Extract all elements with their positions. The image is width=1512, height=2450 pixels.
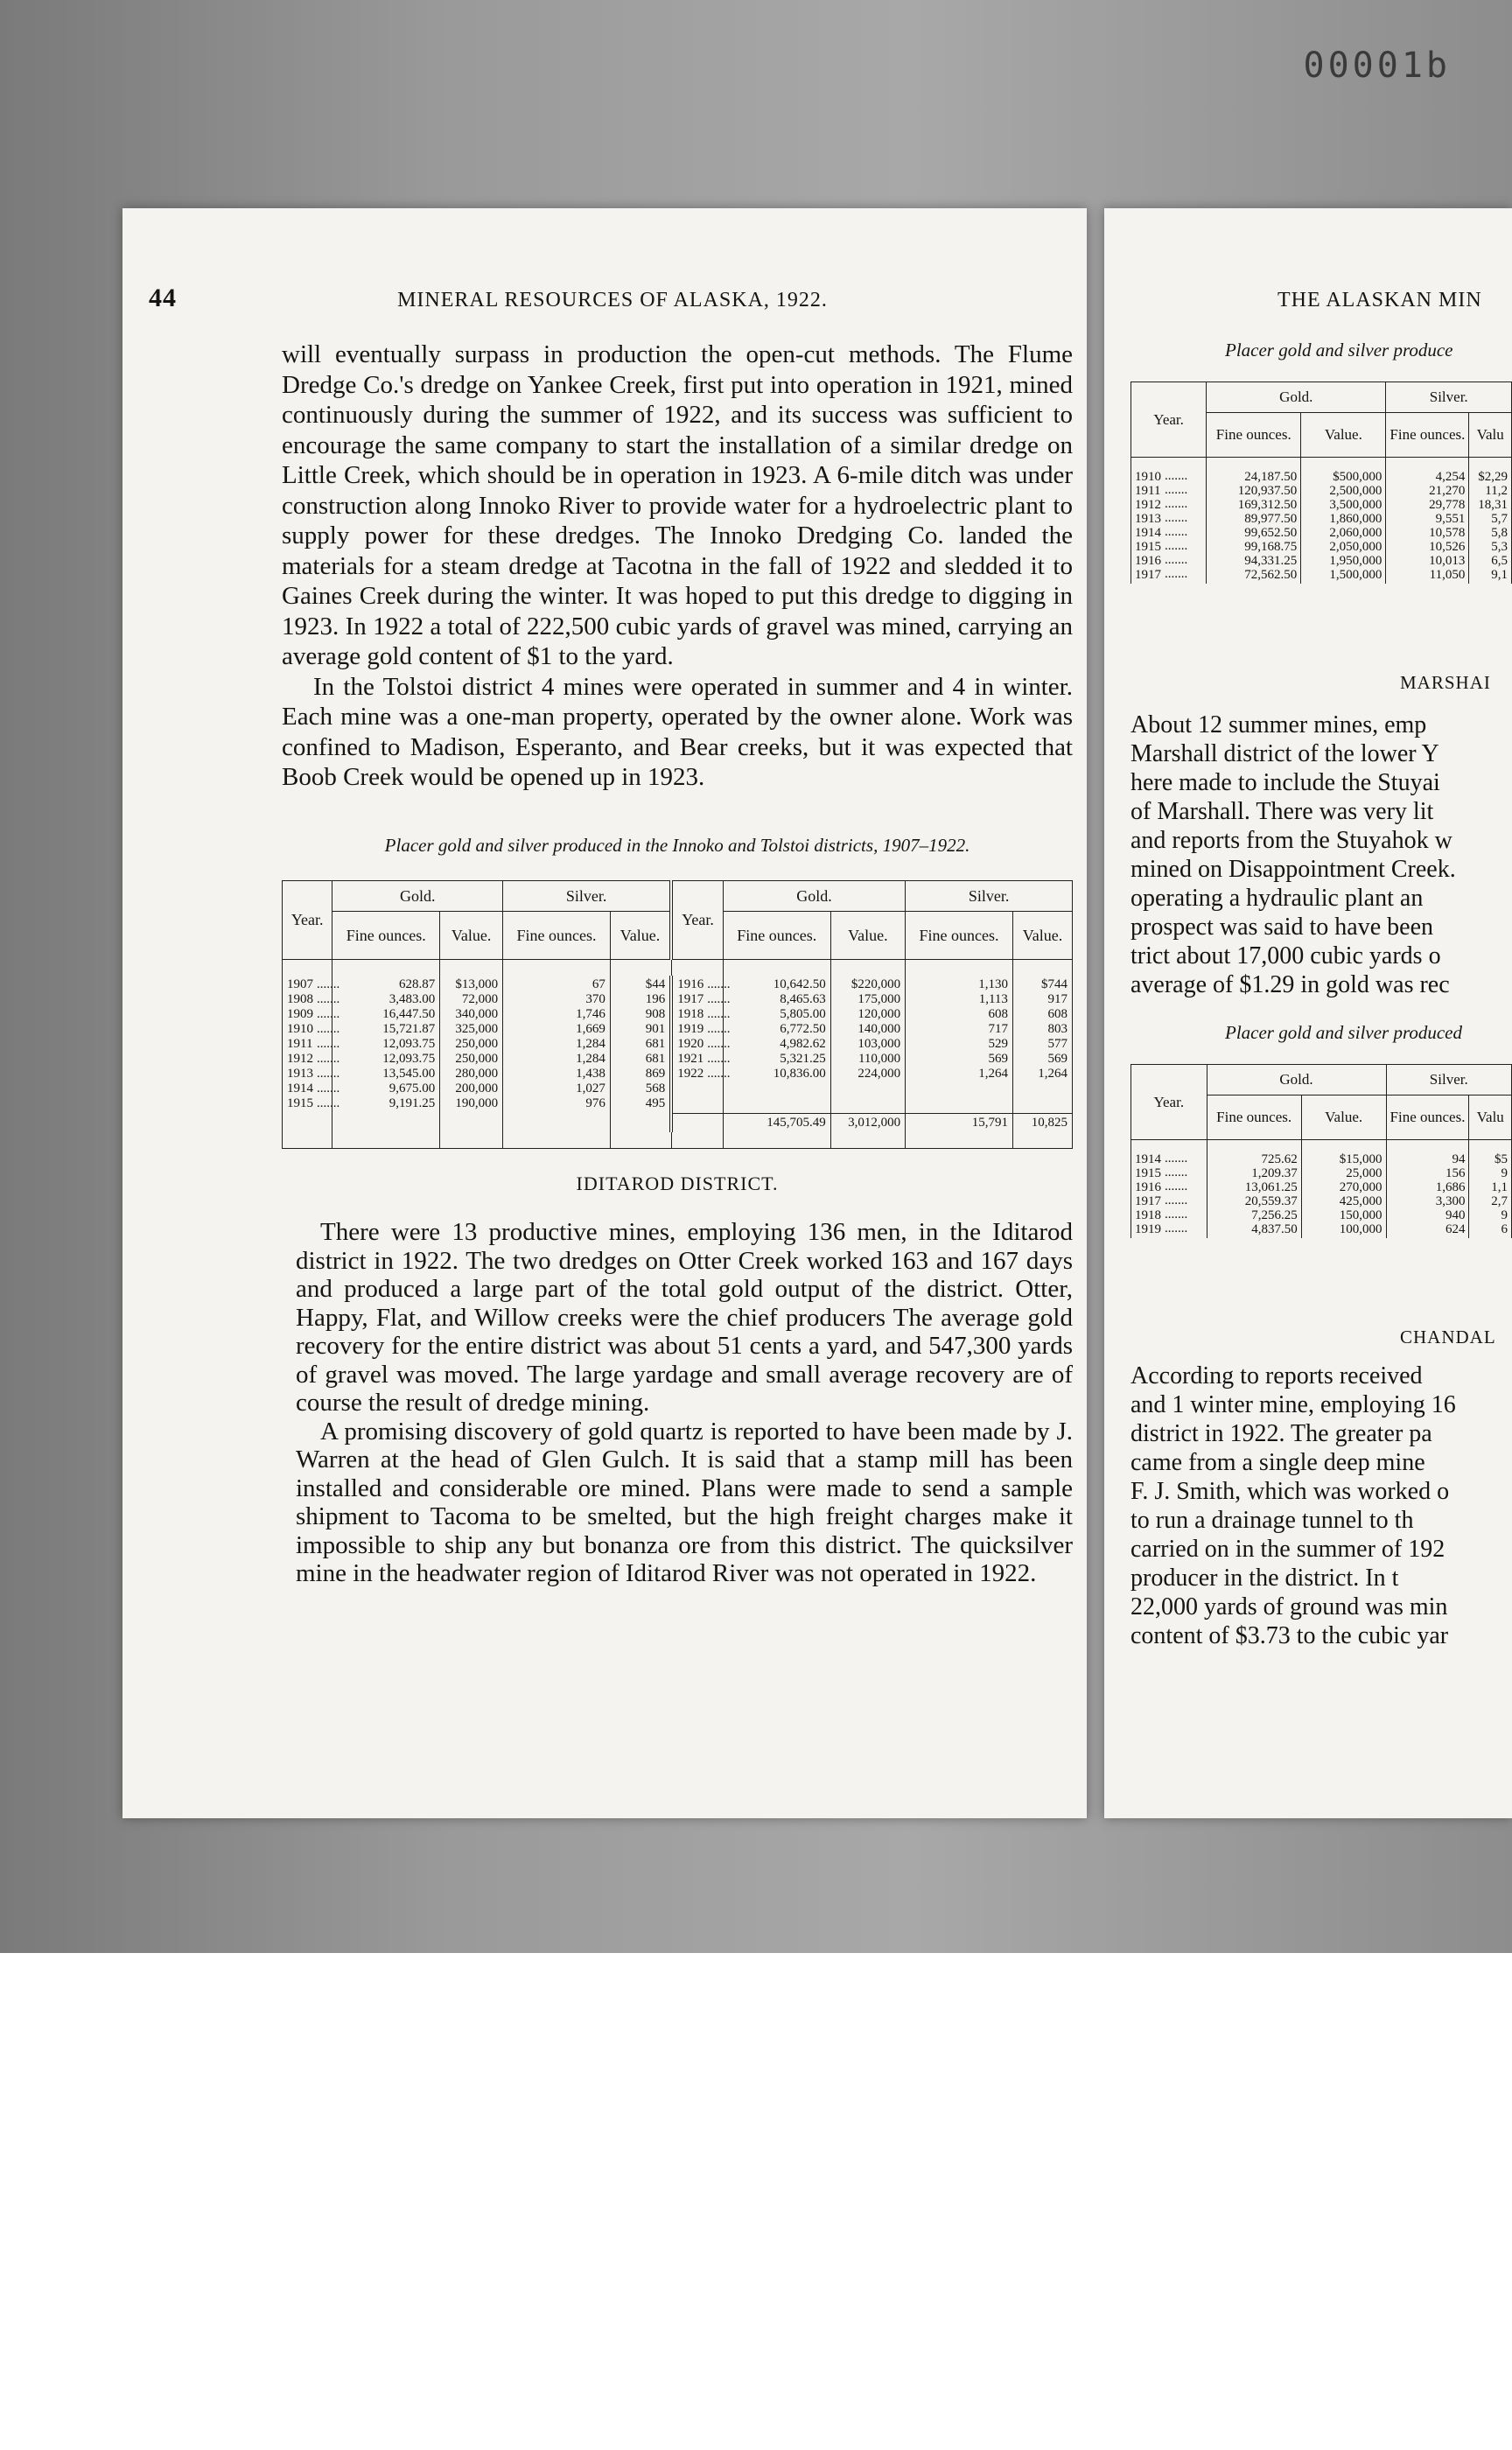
cell-value: 681 <box>645 1037 666 1051</box>
cell-value: 120,000 <box>858 1007 901 1021</box>
cell-value: 1,669 <box>576 1022 606 1036</box>
gold-ounces-column <box>1207 1140 1301 1239</box>
cell-value: 99,652.50 <box>1244 526 1298 540</box>
table-row <box>1131 1140 1512 1239</box>
cell-value: 110,000 <box>858 1052 901 1066</box>
col-fine-ounces: Fine ounces. <box>723 912 830 960</box>
col-fine-ounces: Fine ounces. <box>906 912 1013 960</box>
cell-value: 1,113 <box>978 992 1008 1006</box>
table-caption: Placer gold and silver produced in the Innoko and Tolstoi districts, 1907–1922. <box>384 835 970 856</box>
cell-value: 1909 <box>287 1007 313 1021</box>
total-silver-ounces: 15,791 <box>906 1113 1013 1132</box>
text-line: According to reports received <box>1130 1362 1423 1390</box>
right-table-caption: Placer gold and silver produce <box>1225 340 1453 360</box>
col-gold: Gold. <box>1207 382 1386 413</box>
total-gold-value: 3,012,000 <box>830 1113 905 1132</box>
cell-value: 1914 <box>1135 1152 1161 1166</box>
running-head: MINERAL RESOURCES OF ALASKA, 1922. <box>397 289 828 312</box>
cell-value: 9,675.00 <box>388 1082 436 1096</box>
gold-value-column <box>1301 1140 1386 1239</box>
text-line: 22,000 yards of ground was min <box>1130 1593 1448 1620</box>
cell-value: 7,256.25 <box>1251 1208 1298 1222</box>
cell-value: 1914 <box>287 1082 313 1096</box>
cell-value: 803 <box>1047 1022 1068 1036</box>
col-year: Year. <box>671 881 723 960</box>
body-text-marshall <box>1130 710 1456 999</box>
col-value: Valu <box>1469 413 1512 458</box>
cell-value: 9 <box>1501 1166 1508 1180</box>
col-silver: Silver. <box>1386 382 1512 413</box>
gold-value-column <box>1301 458 1386 584</box>
cell-value: 190,000 <box>455 1096 499 1110</box>
col-value: Value. <box>830 912 905 960</box>
text-line: F. J. Smith, which was worked o <box>1130 1478 1450 1505</box>
cell-value: $500,000 <box>1333 470 1382 484</box>
cell-value: $15,000 <box>1339 1152 1382 1166</box>
gold-ounces-column <box>1207 458 1301 584</box>
paragraph: will eventually surpass in production the open-cut methods. The Flume Dredge Co.'s dredge on Yankee Creek, first put into operation in 1921, mined continuously during the summer of 1922, and its success was sufficient to encourage the same company to start the installation of a similar dredge on Little Creek, which should be in operation in 1923. A 6-mile ditch was under construction along Innoko River to provide water for a hydroelectric plant to supply power for these dredges. The Innoko Dredging Co. landed the materials for a steam dredge at Tacotna in the fall of 1922 and sledded it to Gaines Creek during the winter. It was hoped to put this dredge to digging in 1923. In 1922 a total of 222,500 cubic yards of gravel was mined, carrying an average gold content of $1 to the yard. <box>282 340 1073 670</box>
cell-value: 569 <box>1047 1052 1068 1066</box>
cell-value: 976 <box>585 1096 606 1110</box>
page-number: 44 <box>149 284 177 312</box>
body-text-iditarod <box>296 1218 1073 1588</box>
cell-value: 4,254 <box>1435 470 1466 484</box>
cell-value: 1915 <box>1135 1166 1161 1180</box>
cell-value: 2,060,000 <box>1329 526 1382 540</box>
cell-value: 1914 <box>1135 526 1161 540</box>
cell-value: 99,168.75 <box>1244 540 1298 554</box>
cell-value: 529 <box>988 1037 1008 1051</box>
text-line: content of $3.73 to the cubic yar <box>1130 1622 1449 1649</box>
cell-value: 1912 <box>287 1052 313 1066</box>
text-line: operating a hydraulic plant an <box>1130 885 1424 912</box>
text-line: district in 1922. The greater pa <box>1130 1420 1432 1447</box>
cell-value: 2,7 <box>1491 1194 1508 1208</box>
cell-value: 196 <box>645 992 666 1006</box>
col-value: Value. <box>440 912 503 960</box>
section-title-iditarod: IDITAROD DISTRICT. <box>576 1172 779 1194</box>
col-silver: Silver. <box>503 881 672 912</box>
section-title-chandalar: CHANDAL <box>1400 1326 1496 1348</box>
col-year: Year. <box>283 881 332 960</box>
cell-value: 270,000 <box>1339 1180 1382 1194</box>
col-silver: Silver. <box>906 881 1073 912</box>
col-fine-ounces: Fine ounces. <box>1386 413 1469 458</box>
col-fine-ounces: Fine ounces. <box>1386 1096 1469 1140</box>
cell-value: 89,977.50 <box>1244 512 1298 526</box>
col-value: Valu <box>1469 1096 1512 1140</box>
cell-value: 67 <box>592 977 606 991</box>
year-column: 1916 ....... 1917 ....... 1918 ....... 1919 ....... 1920 ....... 1921 ....... 1922 ....... <box>671 976 723 1113</box>
cell-value: 20,559.37 <box>1244 1194 1298 1208</box>
col-fine-ounces: Fine ounces. <box>332 912 440 960</box>
cell-value: 908 <box>645 1007 666 1021</box>
cell-value: 2,500,000 <box>1329 484 1382 498</box>
cell-value: 725.62 <box>1261 1152 1298 1166</box>
cell-value: 21,270 <box>1429 484 1466 498</box>
cell-value: 1,746 <box>576 1007 606 1021</box>
cell-value: 9,1 <box>1491 568 1508 582</box>
silver-value-column <box>1012 976 1072 1113</box>
cell-value: 12,093.75 <box>382 1037 436 1051</box>
cell-value: 5,8 <box>1491 526 1508 540</box>
paragraph: In the Tolstoi district 4 mines were operated in summer and 4 in winter. Each mine was a one-man property, operated by the owner alone. Work was confined to Madison, Esperanto, and Bear creeks, but it was expected that Boob Creek would be opened up in 1923. <box>282 672 1073 791</box>
cell-value: 568 <box>645 1082 666 1096</box>
cell-value: 169,312.50 <box>1237 498 1298 512</box>
cell-value: 1917 <box>1135 568 1161 582</box>
cell-value: $5 <box>1494 1152 1508 1166</box>
cell-value: 9 <box>1501 1208 1508 1222</box>
cell-value: 1911 <box>1135 484 1161 498</box>
cell-value: 3,300 <box>1435 1194 1466 1208</box>
cell-value: 5,805.00 <box>780 1007 826 1021</box>
text-line: here made to include the Stuyai <box>1130 769 1440 796</box>
cell-value: 1,209.37 <box>1251 1166 1298 1180</box>
cell-value: 140,000 <box>858 1022 901 1036</box>
cell-value: $220,000 <box>850 977 901 991</box>
cell-value: 280,000 <box>455 1067 499 1081</box>
cell-value: 103,000 <box>858 1037 901 1051</box>
cell-value: 1916 <box>1135 554 1161 568</box>
cell-value: $13,000 <box>455 977 499 991</box>
cell-value: 224,000 <box>858 1067 901 1081</box>
text-line: trict about 17,000 cubic yards o <box>1130 942 1441 970</box>
paragraph: A promising discovery of gold quartz is reported to have been made by J. Warren at the head of Glen Gulch. It is said that a stamp mill has been installed and considerable ore mined. Plans were made to send a sample shipment to Tacoma to be smelted, but the high freight charges make it impossible to ship any but bonanza ore from this district. The quicksilver mine in the headwater region of Iditarod River was not operated in 1922. <box>296 1417 1073 1587</box>
col-value: Value. <box>1012 912 1072 960</box>
table-row <box>283 976 1073 1113</box>
cell-value: 1919 <box>1135 1222 1161 1236</box>
cell-value: 1,950,000 <box>1329 554 1382 568</box>
cell-value: 917 <box>1047 992 1068 1006</box>
cell-value: 11,2 <box>1485 484 1508 498</box>
cell-value: 13,061.25 <box>1244 1180 1298 1194</box>
cell-value: 1922 <box>677 1067 704 1081</box>
text-line: mined on Disappointment Creek. <box>1130 856 1456 883</box>
col-year: Year. <box>1131 1065 1208 1140</box>
cell-value: 200,000 <box>455 1082 499 1096</box>
cell-value: 12,093.75 <box>382 1052 436 1066</box>
cell-value: 681 <box>645 1052 666 1066</box>
text-line: About 12 summer mines, emp <box>1130 711 1427 738</box>
col-fine-ounces: Fine ounces. <box>503 912 611 960</box>
cell-value: 16,447.50 <box>382 1007 436 1021</box>
paragraph: There were 13 productive mines, employing 136 men, in the Iditarod district in 1922. The two dredges on Otter Creek worked 163 and 167 days and produced a large part of the total gold output of the district. Otter, Happy, Flat, and Willow creeks were the chief producers The average gold recovery for the entire district was about 51 cents a yard, and 547,300 yards of gravel was moved. The large yardage and small average recovery are of course the result of dredge mining. <box>296 1218 1073 1417</box>
cell-value: 8,465.63 <box>780 992 826 1006</box>
right-running-head: THE ALASKAN MIN <box>1278 289 1482 312</box>
cell-value: 6,772.50 <box>780 1022 826 1036</box>
cell-value: 5,321.25 <box>780 1052 826 1066</box>
col-gold: Gold. <box>723 881 905 912</box>
col-fine-ounces: Fine ounces. <box>1207 413 1301 458</box>
cell-value: 1917 <box>1135 1194 1161 1208</box>
cell-value: 1,284 <box>576 1037 606 1051</box>
cell-value: 5,7 <box>1491 512 1508 526</box>
cell-value: 1920 <box>677 1037 704 1051</box>
col-value: Value. <box>610 912 671 960</box>
cell-value: 24,187.50 <box>1244 470 1298 484</box>
cell-value: 717 <box>988 1022 1008 1036</box>
gold-ounces-column <box>332 976 440 1113</box>
body-text-chandalar <box>1130 1362 1456 1650</box>
cell-value: 1917 <box>677 992 704 1006</box>
cell-value: 1907 <box>287 977 313 991</box>
gold-value-column <box>440 976 503 1113</box>
text-line: carried on in the summer of 192 <box>1130 1536 1446 1563</box>
cell-value: 325,000 <box>455 1022 499 1036</box>
total-gold-ounces: 145,705.49 <box>723 1113 830 1132</box>
year-column: 1910 ....... 1911 ....... 1912 ....... 1913 ....... 1914 ....... 1915 ....... 1916 ....... 1917 ....... <box>1131 458 1207 584</box>
cell-value: 72,562.50 <box>1244 568 1298 582</box>
gold-ounces-column <box>723 976 830 1113</box>
silver-value-column <box>1469 458 1512 584</box>
cell-value: 94 <box>1452 1152 1466 1166</box>
cell-value: 1,264 <box>1038 1067 1068 1081</box>
cell-value: 1910 <box>1135 470 1161 484</box>
table-row <box>1131 458 1512 584</box>
cell-value: 10,578 <box>1429 526 1466 540</box>
cell-value: 6 <box>1501 1222 1508 1236</box>
cell-value: 250,000 <box>455 1052 499 1066</box>
cell-value: 1,438 <box>576 1067 606 1081</box>
cell-value: 628.87 <box>398 977 436 991</box>
col-fine-ounces: Fine ounces. <box>1207 1096 1301 1140</box>
cell-value: 1,860,000 <box>1329 512 1382 526</box>
cell-value: 3,483.00 <box>388 992 436 1006</box>
cell-value: 94,331.25 <box>1244 554 1298 568</box>
cell-value: 608 <box>1047 1007 1068 1021</box>
cell-value: 6,5 <box>1491 554 1508 568</box>
cell-value: 608 <box>988 1007 1008 1021</box>
cell-value: 9,551 <box>1435 512 1466 526</box>
cell-value: 1,027 <box>576 1082 606 1096</box>
right-table-caption: Placer gold and silver produced <box>1225 1022 1463 1043</box>
text-line: Marshall district of the lower Y <box>1130 740 1439 767</box>
section-title-marshall: MARSHAI <box>1400 672 1491 693</box>
col-silver: Silver. <box>1386 1065 1511 1096</box>
cell-value: 1918 <box>677 1007 704 1021</box>
silver-ounces-column <box>1386 1140 1469 1239</box>
cell-value: 1916 <box>677 977 704 991</box>
silver-ounces-column <box>906 976 1013 1113</box>
cell-value: 72,000 <box>461 992 499 1006</box>
cell-value: 569 <box>988 1052 1008 1066</box>
cell-value: 1,264 <box>978 1067 1008 1081</box>
total-silver-value: 10,825 <box>1012 1113 1072 1132</box>
cell-value: 3,500,000 <box>1329 498 1382 512</box>
cell-value: 1913 <box>287 1067 313 1081</box>
text-line: average of $1.29 in gold was rec <box>1130 971 1450 998</box>
cell-value: 156 <box>1445 1166 1466 1180</box>
cell-value: 250,000 <box>455 1037 499 1051</box>
cell-value: 940 <box>1445 1208 1466 1222</box>
cell-value: 1,686 <box>1435 1180 1466 1194</box>
text-line: and reports from the Stuyahok w <box>1130 827 1452 854</box>
silver-value-column <box>1469 1140 1512 1239</box>
cell-value: 1915 <box>1135 540 1161 554</box>
year-column: 1907 ....... 1908 ....... 1909 ....... 1910 ....... 1911 ....... 1912 ....... 1913 ....... 1914 ....... 1915 ....... <box>283 976 332 1113</box>
cell-value: 15,721.87 <box>382 1022 436 1036</box>
scan-stamp: 00001b <box>1303 46 1451 86</box>
text-line: producer in the district. In t <box>1130 1564 1399 1592</box>
cell-value: 29,778 <box>1429 498 1466 512</box>
col-gold: Gold. <box>332 881 503 912</box>
cell-value: 624 <box>1445 1222 1466 1236</box>
col-value: Value. <box>1301 1096 1386 1140</box>
cell-value: 1,500,000 <box>1329 568 1382 582</box>
cell-value: 100,000 <box>1339 1222 1382 1236</box>
cell-value: 1,1 <box>1491 1180 1508 1194</box>
year-column: 1914 ....... 1915 ....... 1916 ....... 1917 ....... 1918 ....... 1919 ....... <box>1131 1140 1208 1239</box>
cell-value: 13,545.00 <box>382 1067 436 1081</box>
cell-value: 9,191.25 <box>388 1096 436 1110</box>
right-placer-table-1 <box>1130 382 1512 584</box>
cell-value: 1908 <box>287 992 313 1006</box>
cell-value: 370 <box>585 992 606 1006</box>
cell-value: 1921 <box>677 1052 704 1066</box>
cell-value: 1916 <box>1135 1180 1161 1194</box>
cell-value: 1918 <box>1135 1208 1161 1222</box>
cell-value: 10,013 <box>1429 554 1466 568</box>
body-text-innoko <box>282 340 1073 793</box>
cell-value: 5,3 <box>1491 540 1508 554</box>
cell-value: $744 <box>1041 977 1068 991</box>
cell-value: 10,642.50 <box>773 977 826 991</box>
cell-value: 150,000 <box>1339 1208 1382 1222</box>
col-value: Value. <box>1301 413 1386 458</box>
cell-value: 495 <box>645 1096 666 1110</box>
cell-value: 18,31 <box>1478 498 1508 512</box>
cell-value: 175,000 <box>858 992 901 1006</box>
cell-value: 1915 <box>287 1096 313 1110</box>
text-line: of Marshall. There was very lit <box>1130 798 1434 825</box>
cell-value: 120,937.50 <box>1237 484 1298 498</box>
cell-value: 1911 <box>287 1037 313 1051</box>
cell-value: 25,000 <box>1346 1166 1382 1180</box>
cell-value: 425,000 <box>1339 1194 1382 1208</box>
cell-value: 2,050,000 <box>1329 540 1382 554</box>
col-year: Year. <box>1131 382 1207 458</box>
silver-ounces-column <box>503 976 611 1113</box>
cell-value: 1,284 <box>576 1052 606 1066</box>
cell-value: $44 <box>645 977 666 991</box>
placer-table <box>282 880 1073 1149</box>
right-placer-table-2 <box>1130 1064 1512 1238</box>
cell-value: 901 <box>645 1022 666 1036</box>
cell-value: 1,130 <box>978 977 1008 991</box>
cell-value: 10,526 <box>1429 540 1466 554</box>
cell-value: 1910 <box>287 1022 313 1036</box>
cell-value: 577 <box>1047 1037 1068 1051</box>
silver-ounces-column <box>1386 458 1469 584</box>
text-line: prospect was said to have been <box>1130 914 1433 941</box>
cell-value: 1913 <box>1135 512 1161 526</box>
text-line: and 1 winter mine, employing 16 <box>1130 1391 1456 1418</box>
cell-value: 4,982.62 <box>780 1037 826 1051</box>
cell-value: $2,29 <box>1478 470 1508 484</box>
cell-value: 340,000 <box>455 1007 499 1021</box>
cell-value: 11,050 <box>1429 568 1466 582</box>
cell-value: 4,837.50 <box>1251 1222 1298 1236</box>
text-line: came from a single deep mine <box>1130 1449 1425 1476</box>
cell-value: 1919 <box>677 1022 704 1036</box>
text-line: to run a drainage tunnel to th <box>1130 1507 1414 1534</box>
cell-value: 869 <box>645 1067 666 1081</box>
totals-row <box>283 1113 1073 1132</box>
cell-value: 1912 <box>1135 498 1161 512</box>
gold-value-column <box>830 976 905 1113</box>
col-gold: Gold. <box>1207 1065 1386 1096</box>
silver-value-column <box>610 976 671 1113</box>
cell-value: 10,836.00 <box>773 1067 826 1081</box>
